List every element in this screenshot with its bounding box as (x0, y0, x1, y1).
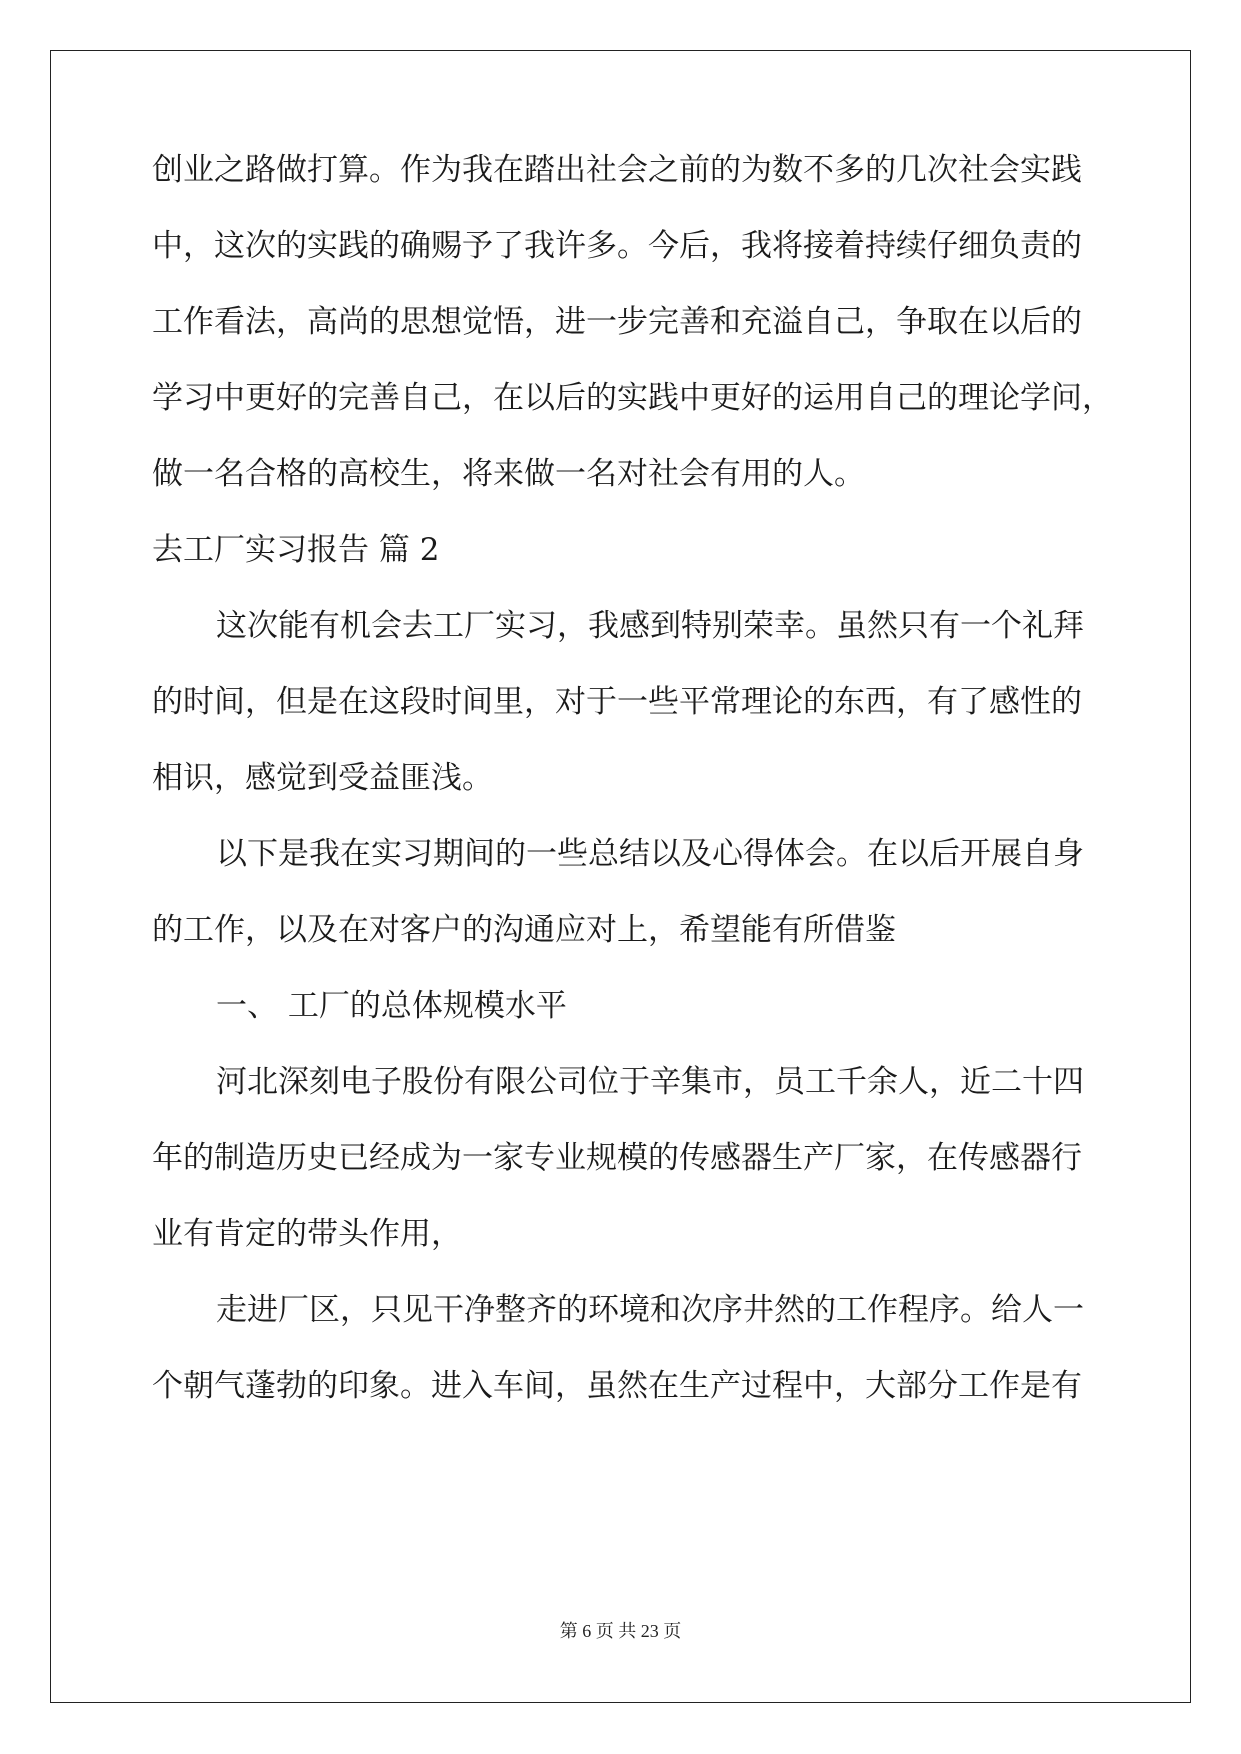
body-line: 的工作，以及在对客户的沟通应对上，希望能有所借鉴 (152, 912, 896, 948)
body-line: 年的制造历史已经成为一家专业规模的传感器生产厂家，在传感器行 (152, 1140, 1082, 1176)
body-line: 学习中更好的完善自己，在以后的实践中更好的运用自己的理论学问， (152, 380, 1113, 416)
section-heading: 去工厂实习报告 篇 2 (152, 532, 440, 568)
page-border (50, 50, 1191, 1703)
body-line: 河北深刻电子股份有限公司位于辛集市，员工千余人，近二十四 (216, 1064, 1084, 1100)
subsection-heading: 一、 工厂的总体规模水平 (216, 988, 567, 1024)
body-line: 以下是我在实习期间的一些总结以及心得体会。在以后开展自身 (216, 836, 1084, 872)
body-line: 创业之路做打算。作为我在踏出社会之前的为数不多的几次社会实践 (152, 152, 1082, 188)
body-line: 这次能有机会去工厂实习，我感到特别荣幸。虽然只有一个礼拜 (216, 608, 1084, 644)
body-line: 的时间，但是在这段时间里，对于一些平常理论的东西，有了感性的 (152, 684, 1082, 720)
body-line: 中，这次的实践的确赐予了我许多。今后，我将接着持续仔细负责的 (152, 228, 1082, 264)
body-line: 相识，感觉到受益匪浅。 (152, 760, 493, 796)
body-line: 个朝气蓬勃的印象。进入车间，虽然在生产过程中，大部分工作是有 (152, 1368, 1082, 1404)
body-line: 工作看法，高尚的思想觉悟，进一步完善和充溢自己，争取在以后的 (152, 304, 1082, 340)
body-line: 业有肯定的带头作用， (152, 1216, 462, 1252)
body-line: 做一名合格的高校生，将来做一名对社会有用的人。 (152, 456, 865, 492)
body-line: 走进厂区，只见干净整齐的环境和次序井然的工作程序。给人一 (216, 1292, 1084, 1328)
page-number-footer: 第 6 页 共 23 页 (559, 1621, 682, 1641)
